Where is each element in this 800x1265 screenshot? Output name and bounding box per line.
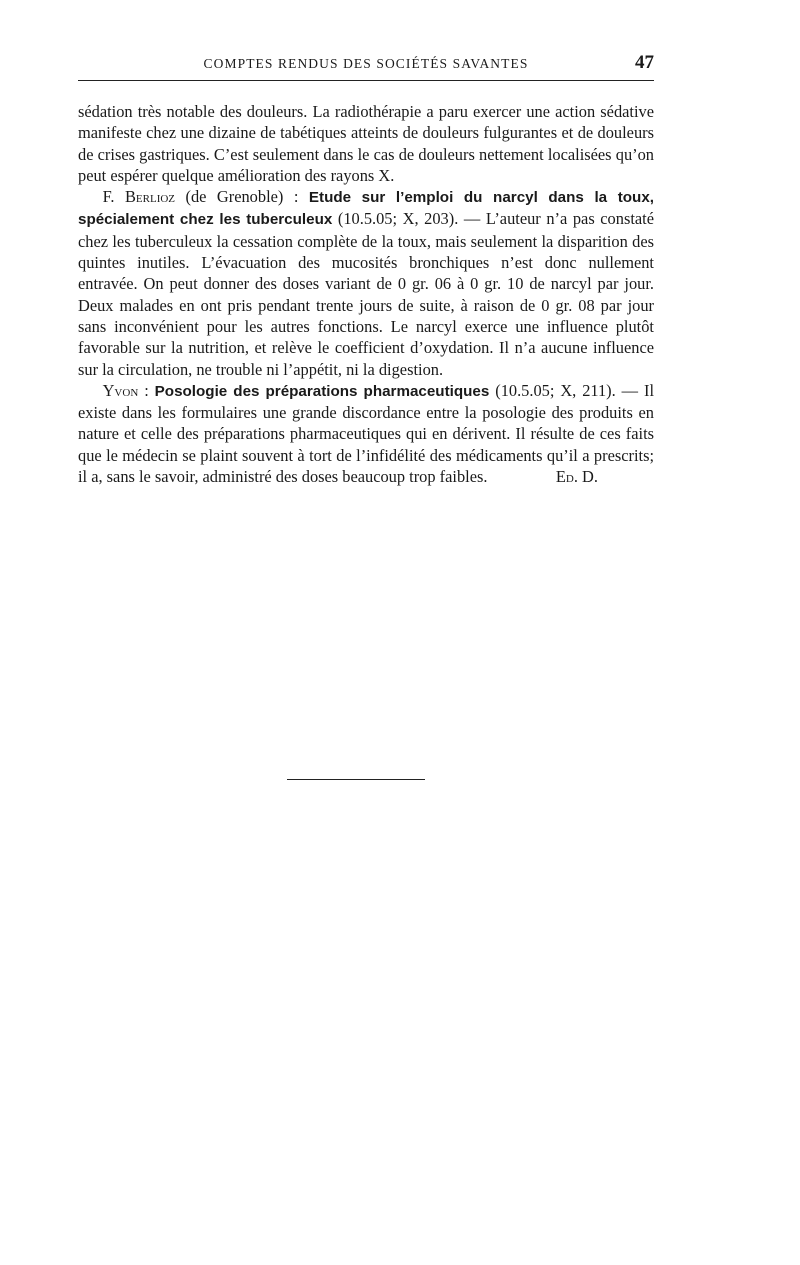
article-text: Il existe dans les formulaires une grande discordance entre la posologie des produits en nature et celle des préparations pharmaceutiques qui en dérivent. Il résulte de ces faits que le médecin se plaint souvent à tort de l’infidélité des médicaments qu’il a prescrits; il a, sans le savoir, administré des doses beaucoup trop faibles.: [78, 380, 654, 487]
article-title: Posologie des préparations pharmaceutiques: [154, 382, 490, 400]
editor-signature: Ed. D.: [555, 467, 598, 487]
article-berlioz: [78, 186, 654, 380]
running-title: COMPTES RENDUS DES SOCIÉTÉS SAVANTES: [203, 56, 529, 71]
article-title: Etude sur l’emploi du narcyl dans la toux, spécialement chez les tuberculeux: [78, 189, 655, 229]
article-reference: (10.5.05; X, 211). —: [489, 380, 644, 400]
author-name: Yvon: [102, 380, 139, 400]
end-rule: [287, 779, 425, 780]
text-block: [78, 101, 654, 487]
author-name: Berlioz: [124, 187, 176, 207]
article-yvon: [78, 380, 654, 487]
author-affiliation: (de Grenoble) :: [175, 187, 309, 207]
article-reference: (10.5.05; X, 203). —: [332, 209, 486, 229]
author-initial: F.: [102, 187, 125, 207]
title-separator: :: [138, 380, 155, 400]
header-rule: [78, 80, 654, 81]
article-text: L’auteur n’a pas constaté chez les tuberculeux la cessation complète de la toux, mais seulement la disparition des quintes inutiles. L’évacuation des mucosités bronchiques n’est donc nullement entravée. On peut donner des doses variant de 0 gr. 06 à 0 gr. 10 de narcyl par jour. Deux malades en ont pris pendant trente jours de suite, à raison de 0 gr. 08 par jour sans inconvénient pour les autres fonctions. Le narcyl exerce une influence plutôt favorable sur la nutrition, et relève le coefficient d’oxydation. Il n’a aucune influence sur la circulation, ne trouble ni l’appétit, ni la digestion.: [78, 209, 654, 379]
page-number: 47: [635, 52, 654, 73]
paragraph-continuation: sédation très notable des douleurs. La radiothérapie a paru exercer une action sédative manifeste chez une dizaine de tabétiques atteints de douleurs fulgurantes et de douleurs de crises gastriques. C’est seulement dans le cas de douleurs nettement localisées qu’on peut espérer quelque amélioration des rayons X.: [78, 102, 654, 185]
running-head: [78, 52, 654, 78]
